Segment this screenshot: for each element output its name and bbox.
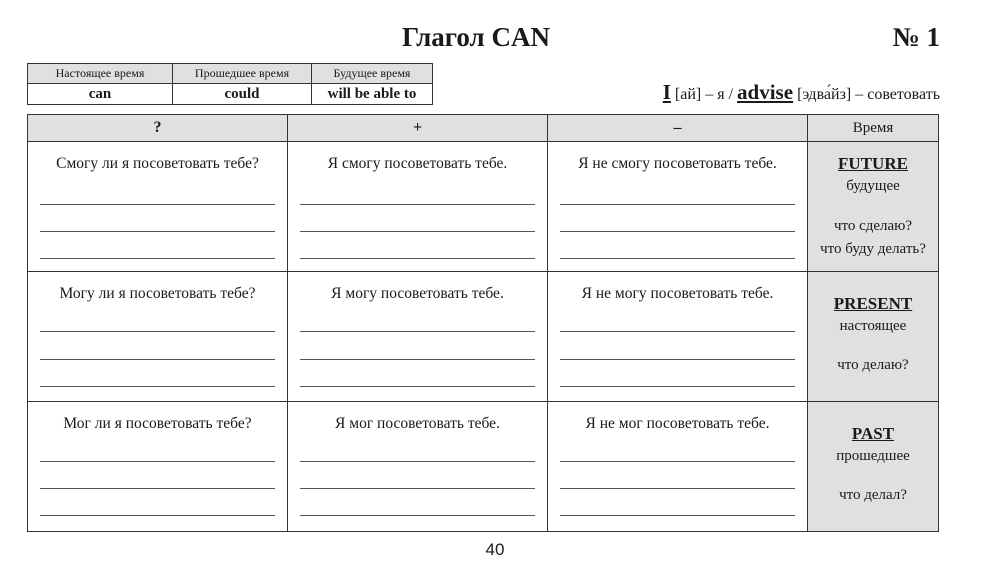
writing-line[interactable] (40, 488, 275, 489)
header-negative: – (548, 115, 808, 142)
writing-line[interactable] (560, 488, 795, 489)
writing-line[interactable] (40, 204, 275, 205)
cell-tense (808, 272, 939, 402)
negative-sentence: Я не мог посоветовать тебе. (585, 415, 770, 432)
question-sentence: Могу ли я посоветовать тебе? (59, 285, 256, 302)
forms-header-past: Прошедшее время (173, 64, 312, 84)
table-row (28, 402, 939, 532)
tense-russian: прошедшее (836, 448, 910, 464)
form-future: will be able to (312, 84, 433, 105)
table-row (28, 272, 939, 402)
worksheet-number: № 1 (892, 22, 940, 52)
positive-sentence: Я мог посоветовать тебе. (335, 415, 500, 432)
cell-tense (808, 142, 939, 272)
header-question: ? (28, 115, 288, 142)
negative-sentence: Я не смогу посоветовать тебе. (578, 155, 777, 172)
writing-line[interactable] (40, 461, 275, 462)
tense-question: что буду делать? (820, 241, 926, 257)
writing-line[interactable] (40, 515, 275, 516)
header-time: Время (808, 115, 939, 142)
writing-line[interactable] (560, 515, 795, 516)
hint-word-i: I (662, 80, 671, 104)
cell-positive (288, 272, 548, 402)
header-positive: + (288, 115, 548, 142)
cell-negative (548, 272, 808, 402)
writing-line[interactable] (40, 231, 275, 232)
forms-header-future: Будущее время (312, 64, 433, 84)
writing-line[interactable] (300, 204, 535, 205)
writing-line[interactable] (560, 386, 795, 387)
form-present: can (28, 84, 173, 105)
form-past: could (173, 84, 312, 105)
writing-line[interactable] (300, 231, 535, 232)
cell-question (28, 402, 288, 532)
table-row (28, 142, 939, 272)
cell-question (28, 272, 288, 402)
writing-line[interactable] (40, 258, 275, 259)
positive-sentence: Я смогу посоветовать тебе. (327, 155, 508, 172)
tense-question: что сделаю? (833, 218, 913, 234)
writing-line[interactable] (560, 331, 795, 332)
writing-line[interactable] (40, 359, 275, 360)
tense-russian: настоящее (839, 318, 907, 334)
tense-question: что делаю? (837, 357, 909, 373)
cell-negative (548, 142, 808, 272)
writing-line[interactable] (300, 386, 535, 387)
cell-positive (288, 402, 548, 532)
writing-line[interactable] (300, 488, 535, 489)
writing-line[interactable] (560, 461, 795, 462)
writing-line[interactable] (300, 359, 535, 360)
exercise-table (27, 114, 939, 532)
page-number: 40 (485, 540, 505, 559)
question-sentence: Мог ли я посоветовать тебе? (63, 415, 252, 432)
writing-line[interactable] (560, 204, 795, 205)
writing-line[interactable] (300, 258, 535, 259)
writing-line[interactable] (560, 231, 795, 232)
writing-line[interactable] (300, 331, 535, 332)
tense-name: PRESENT (833, 294, 913, 313)
writing-line[interactable] (300, 461, 535, 462)
vocabulary-hint (663, 80, 940, 105)
cell-positive (288, 142, 548, 272)
tense-name: FUTURE (838, 154, 908, 173)
verb-forms-table (27, 63, 433, 105)
writing-line[interactable] (40, 331, 275, 332)
tense-name: PAST (851, 424, 895, 443)
question-sentence: Смогу ли я посоветовать тебе? (56, 155, 259, 172)
negative-sentence: Я не могу посоветовать тебе. (581, 285, 774, 302)
cell-negative (548, 402, 808, 532)
positive-sentence: Я могу посоветовать тебе. (331, 285, 504, 302)
cell-tense (808, 402, 939, 532)
writing-line[interactable] (300, 515, 535, 516)
hint-trans-advise: [эдва́йз] – советовать (797, 86, 940, 103)
cell-question (28, 142, 288, 272)
worksheet-title: Глагол CAN (402, 22, 550, 52)
tense-question: что делал? (839, 487, 907, 503)
writing-line[interactable] (560, 258, 795, 259)
hint-word-advise: advise (737, 80, 794, 104)
hint-trans-i: [ай] – я / (674, 86, 734, 103)
forms-header-present: Настоящее время (28, 64, 173, 84)
writing-line[interactable] (40, 386, 275, 387)
writing-line[interactable] (560, 359, 795, 360)
tense-russian: будущее (846, 178, 900, 194)
